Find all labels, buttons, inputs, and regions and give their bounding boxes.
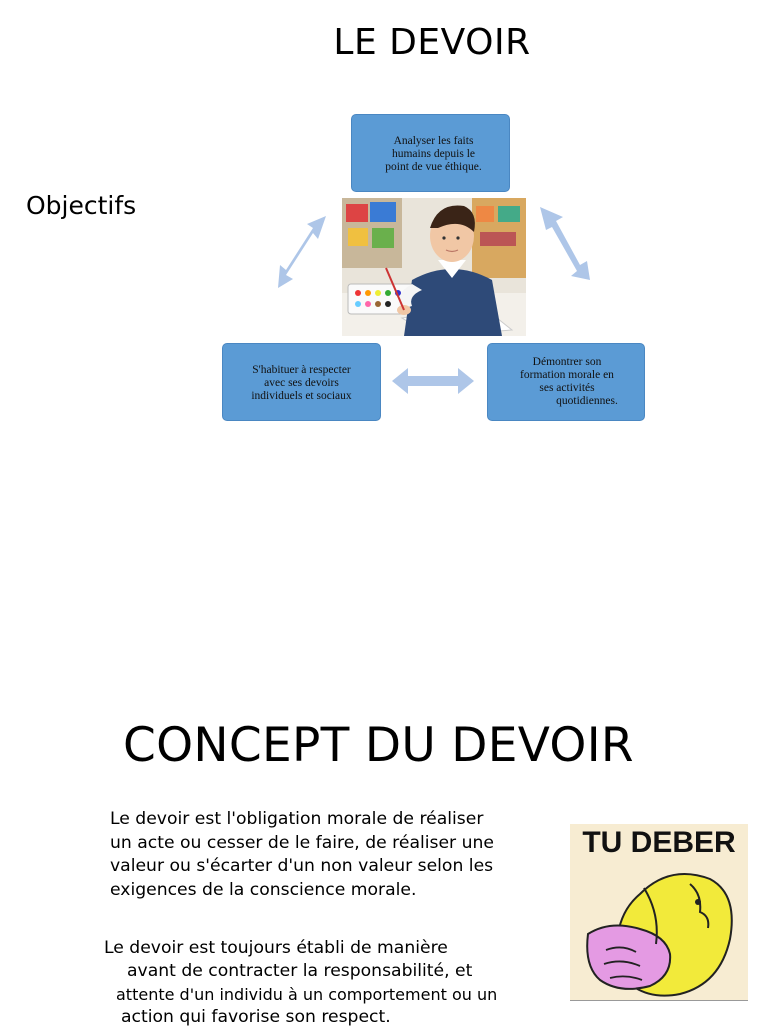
section-title: CONCEPT DU DEVOIR — [123, 718, 634, 773]
definition-paragraph: Le devoir est l'obligation morale de réaliser un acte ou cesser de le faire, de réaliser une valeur ou s'écarter d'un non valeur selon les exigences de la conscience morale. — [110, 809, 494, 900]
duty-line-3: attente d'un individu à un comportement ou un — [116, 985, 498, 1004]
tu-deber-poster — [570, 824, 748, 1001]
objectives-label: Objectifs — [26, 191, 137, 220]
box-right-line-4: quotidiennes. — [556, 395, 618, 407]
box-right-line-2: formation morale en — [520, 369, 614, 381]
arrow-right-diagonal — [540, 207, 590, 280]
arrow-left-diagonal — [278, 216, 326, 288]
duty-paragraph — [104, 937, 544, 1029]
duty-line-1: Le devoir est toujours établi de manière — [104, 938, 448, 958]
box-top-line-1: Analyser les faits — [393, 135, 474, 147]
poster-text: TU DEBER — [582, 826, 736, 859]
box-left-line-3: individuels et sociaux — [251, 390, 352, 402]
box-top-line-2: humains depuis le — [391, 148, 476, 160]
diagram-box-top — [351, 114, 510, 192]
duty-line-4: action qui favorise son respect. — [121, 1007, 391, 1027]
page-title: LE DEVOIR — [333, 22, 531, 63]
arrow-bottom-horizontal — [392, 368, 474, 394]
duty-line-2: avant de contracter la responsabilité, et — [127, 961, 473, 981]
box-left-line-1: S'habituer à respecter — [252, 364, 351, 376]
box-right-line-1: Démontrer son — [532, 356, 602, 368]
diagram-box-right — [487, 343, 645, 421]
box-left-line-2: avec ses devoirs — [264, 377, 339, 389]
child-painting-photo — [342, 198, 526, 336]
diagram-box-left — [222, 343, 381, 421]
box-right-line-3: ses activités — [539, 382, 595, 394]
box-top-line-3: point de vue éthique. — [385, 161, 482, 173]
